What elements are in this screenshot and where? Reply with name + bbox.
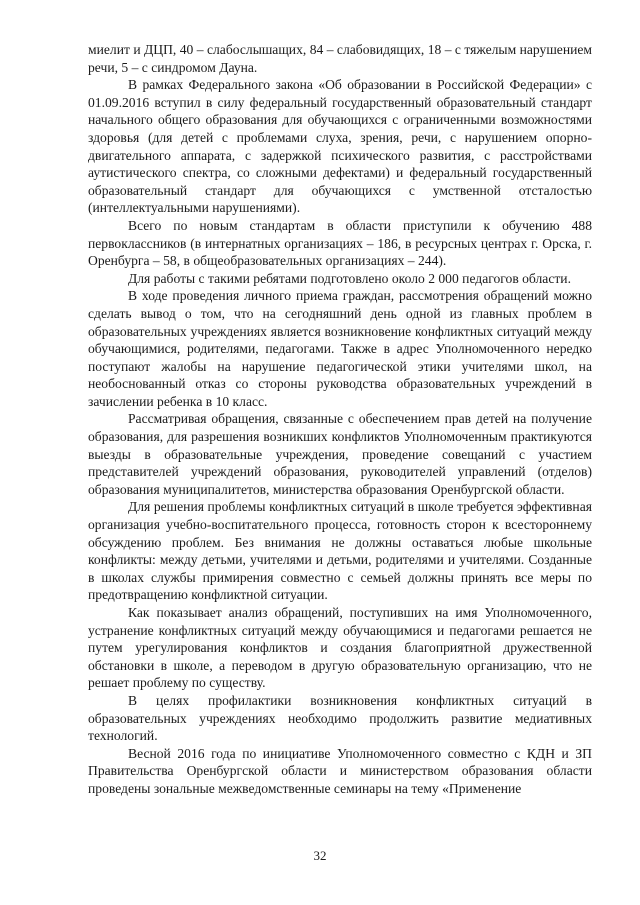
paragraph-continuation: миелит и ДЦП, 40 – слабослышащих, 84 – слабовидящих, 18 – с тяжелым нарушением речи, 5 – с синдромом Дауна.	[88, 42, 592, 75]
paragraph-prevention: В целях профилактики возникновения конфликтных ситуаций в образовательных учреждениях необходимо продолжить развитие медиативных технологий.	[88, 692, 592, 744]
paragraph-federal-law: В рамках Федерального закона «Об образовании в Российской Федерации» с 01.09.2016 вступил в силу федеральный государственный образовательный стандарт начального общего образования для обучающихся с ограниченными возможностями здоровья (для детей с проблемами слуха, зрения, речи, с нарушением опорно-двигательного аппарата, с задержкой психического развития, с расстройствами аутистического спектра, со сложными дефектами) и федеральный государственный образовательный стандарт для обучающихся с умственной отсталостью (интеллектуальными нарушениями).	[88, 77, 592, 216]
paragraph-first-graders: Всего по новым стандартам в области приступили к обучению 488 первоклассников (в интернатных организациях – 186, в ресурсных центрах г. Орска, г. Оренбурга – 58, в общеобразовательных организациях – 244).	[88, 217, 592, 269]
paragraph-appeals: Рассматривая обращения, связанные с обеспечением прав детей на получение образования, для разрешения возникших конфликтов Уполномоченным практикуются выезды в образовательные учреждения, проведение совещаний с участием представителей учреждений образования, руководителей управлений (отделов) образования муниципалитетов, министерства образования Оренбургской области.	[88, 411, 592, 497]
paragraph-teachers: Для работы с такими ребятами подготовлено около 2 000 педагогов области.	[128, 270, 571, 286]
paragraph-analysis: Как показывает анализ обращений, поступивших на имя Уполномоченного, устранение конфликтных ситуаций между обучающимися и педагогами решается не путем урегулирования конфликтов и создания благоприятной дружественной обстановки в школе, а переводом в другую образовательную организацию, что не решает проблему по существу.	[88, 605, 592, 691]
document-body	[88, 41, 592, 798]
paragraph-conflicts: В ходе проведения личного приема граждан, рассмотрения обращений можно сделать вывод о том, что на сегодняшний день одной из главных проблем в образовательных учреждениях является возникновение конфликтных ситуаций между обучающимися, родителями, педагогами. Также в адрес Уполномоченного нередко поступают жалобы на нарушение педагогической этики учителями школ, на необоснованный отказ со стороны руководства образовательных учреждений в зачислении ребенка в 10 класс.	[88, 288, 592, 409]
paragraph-solution: Для решения проблемы конфликтных ситуаций в школе требуется эффективная организация учебно-воспитательного процесса, готовность сторон к всестороннему обсуждению проблем. Без внимания не должны оставаться любые школьные конфликты: между детьми, учителями и детьми, родителями и учителями. Созданные в школах службы примирения совместно с семьей должны принять все меры по предотвращению конфликтной ситуации.	[88, 499, 592, 603]
paragraph-seminars: Весной 2016 года по инициативе Уполномоченного совместно с КДН и ЗП Правительства Оренбургской области и министерством образования области проведены зональные межведомственные семинары на тему «Применение	[88, 745, 592, 796]
page-number: 32	[313, 848, 327, 863]
